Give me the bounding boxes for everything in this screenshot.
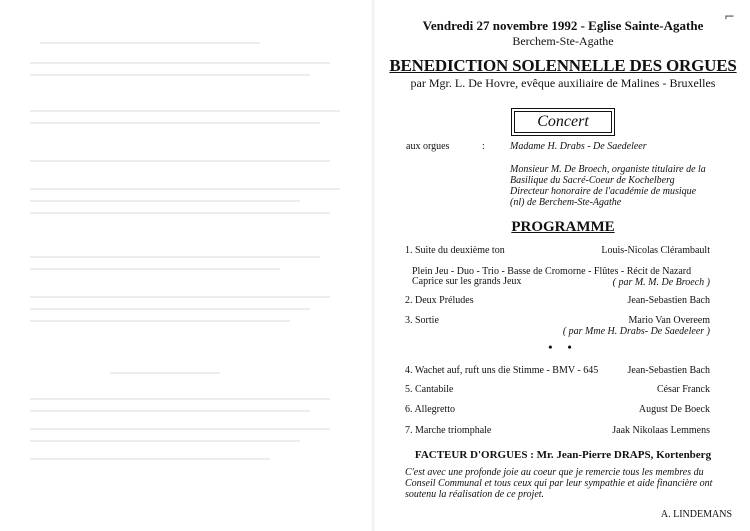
performer-2-line: Directeur honoraire de l'académie de musique [510, 186, 697, 197]
concert-heading-box [514, 111, 612, 133]
programme-item-composer: César Franck [656, 384, 710, 395]
concert-heading: Concert [537, 113, 589, 130]
programme-item-composer: Mario Van Overeem [628, 315, 710, 326]
performer-1: Madame H. Drabs - De Saedeleer [510, 141, 647, 152]
event-town: Berchem-Ste-Agathe [512, 34, 614, 48]
organ-label: aux orgues [406, 141, 450, 152]
programme-item-title: 2. Deux Préludes [405, 295, 474, 306]
programme-item-composer: Jaak Nikolaas Lemmens [612, 425, 710, 436]
page-subtitle: par Mgr. L. De Hovre, evêque auxiliaire de Malines - Bruxelles [410, 76, 716, 90]
programme-item-detail: Caprice sur les grands Jeux [412, 276, 522, 287]
signature: A. LINDEMANS [660, 509, 732, 520]
programme-item-performer: ( par Mme H. Drabs- De Saedeleer ) [562, 326, 710, 337]
performer-2-line: Monsieur M. De Broech, organiste titulaire de la [510, 164, 706, 175]
page-title: BENEDICTION SOLENNELLE DES ORGUES [389, 56, 737, 75]
programme-item-title: 1. Suite du deuxième ton [405, 245, 505, 256]
thanks-paragraph: C'est avec une profonde joie au coeur que je remercie tous les membres du Conseil Communal et tous ceux qui par leur sympathie et aide financière ont soutenu la réalisation de ce projet. [405, 467, 713, 500]
programme-heading: PROGRAMME [511, 219, 615, 235]
fold-line [372, 0, 375, 531]
programme-item-composer: Jean-Sebastien Bach [627, 295, 710, 306]
programme-item-composer: Jean-Sebastien Bach [627, 365, 710, 376]
programme-item-composer: Louis-Nicolas Clérambault [601, 245, 710, 256]
programme-item-title: 4. Wachet auf, ruft uns die Stimme - BMV - 645 [405, 365, 599, 376]
corner-mark: ⌐ [724, 10, 735, 25]
event-date-location: Vendredi 27 novembre 1992 - Eglise Sainte-Agathe [422, 18, 704, 33]
programme-item-title: 7. Marche triomphale [405, 425, 492, 436]
organ-builder: FACTEUR D'ORGUES : Mr. Jean-Pierre DRAPS, Kortenberg [414, 449, 712, 461]
performer-2-line: (nl) de Berchem-Ste-Agathe [510, 197, 622, 208]
programme-separator: • • [548, 340, 578, 354]
performer-2-line: Basilique du Sacré-Coeur de Kochelberg [510, 175, 675, 186]
programme-item-detail: Plein Jeu - Duo - Trio - Basse de Cromorne - Flûtes - Récit de Nazard [412, 266, 692, 277]
programme-item-title: 6. Allegretto [405, 404, 455, 415]
organ-colon: : [482, 141, 485, 152]
programme-item-title: 5. Cantabile [405, 384, 454, 395]
programme-item-composer: August De Boeck [638, 404, 710, 415]
programme-item-title: 3. Sortie [405, 315, 439, 326]
programme-item-performer: ( par M. M. De Broech ) [612, 277, 710, 288]
